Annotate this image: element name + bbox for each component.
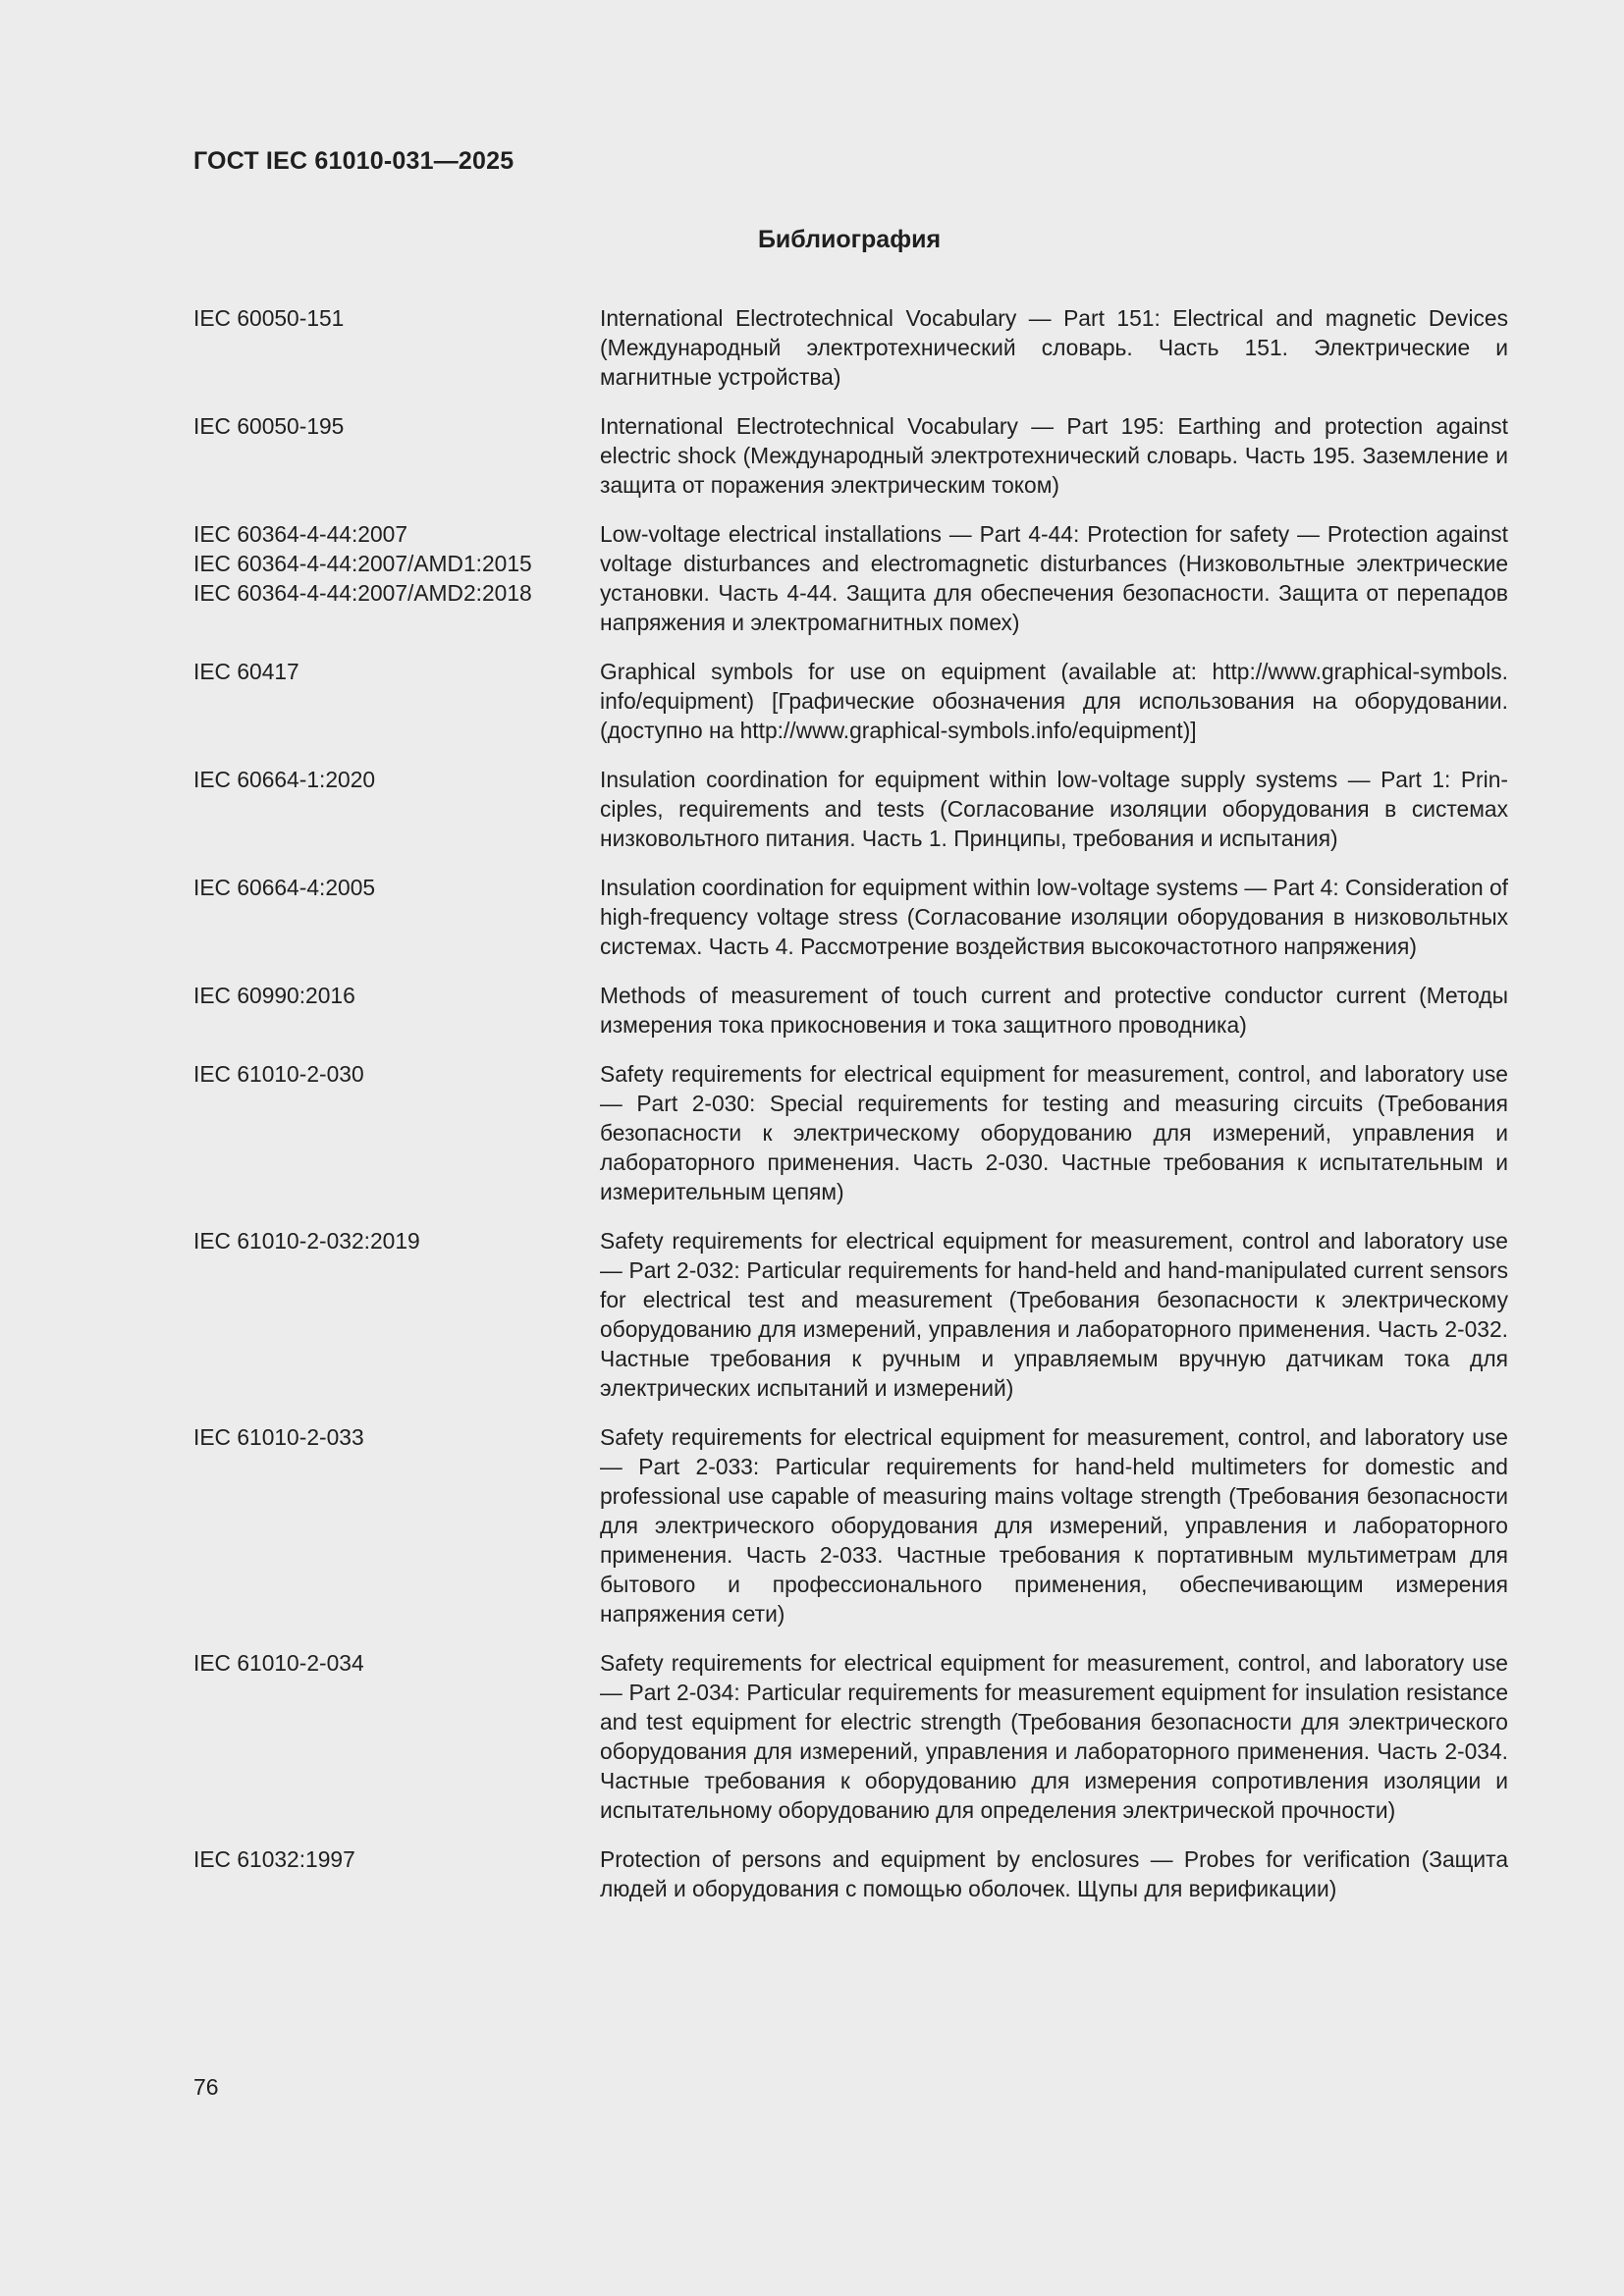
- bibliography-entry: [193, 1226, 1508, 1403]
- entry-reference: [193, 411, 600, 500]
- bibliography-entry: [193, 873, 1508, 961]
- document-header: ГОСТ IEC 61010-031—2025: [193, 147, 514, 175]
- entry-reference: [193, 1648, 600, 1825]
- entry-description: Insulation coordination for equipment within low-voltage systems — Part 4: Consideration of high-frequency voltage stress (Согласование изоляции оборудования в низковольтных системах. Часть 4. Рассмотрение воздействия высокочастотного напряжения): [600, 875, 1509, 959]
- standard-number: IEC 60417: [193, 659, 299, 684]
- bibliography-entry: [193, 765, 1508, 853]
- standard-number: IEC 60364-4-44:2007: [193, 521, 407, 547]
- entry-description: Safety requirements for electrical equipment for measurement, control and laboratory use — Part 2-032: Particular requirements for hand-held and hand-manipulated current sensors for electrical test and measurement (Требования безопасности к электрическому оборудованию для измерений, управления и лабораторного применения. Часть 2-032. Частные требования к ручным и управляемым вручную датчикам тока для электрических испытаний и измерений): [600, 1228, 1508, 1401]
- standard-number: IEC 60050-195: [193, 413, 345, 439]
- standard-number: IEC 61032:1997: [193, 1846, 355, 1872]
- bibliography-entry: [193, 411, 1508, 500]
- entry-description: Methods of measurement of touch current and protective conductor current (Методы измерения тока прикосновения и тока защитного проводника): [600, 983, 1508, 1038]
- standard-number: IEC 61010-2-034: [193, 1650, 364, 1676]
- bibliography-entry: [193, 657, 1508, 745]
- standard-number: IEC 60364-4-44:2007/AMD2:2018: [193, 580, 532, 606]
- bibliography-entry: [193, 1648, 1508, 1825]
- standard-number: IEC 60664-1:2020: [193, 767, 376, 792]
- standard-number: IEC 60664-4:2005: [193, 875, 376, 900]
- bibliography-entry: [193, 1059, 1508, 1206]
- page-number: 76: [193, 2074, 219, 2100]
- entry-reference: [193, 1226, 600, 1403]
- standard-number: IEC 60050-151: [193, 305, 345, 331]
- entry-reference: [193, 519, 600, 637]
- standard-number: IEC 61010-2-033: [193, 1424, 364, 1450]
- bibliography-entry: [193, 1844, 1508, 1903]
- standard-number: IEC 60990:2016: [193, 983, 355, 1008]
- section-title: Библиография: [757, 226, 942, 253]
- entry-description: Protection of persons and equipment by enclosures — Probes for verification (Защита людей и оборудования с помощью оболочек. Щупы для верификации): [600, 1846, 1508, 1901]
- bibliography-list: [193, 303, 1508, 1923]
- entry-reference: [193, 1422, 600, 1629]
- entry-reference: [193, 1059, 600, 1206]
- bibliography-entry: [193, 981, 1508, 1040]
- entry-reference: [193, 303, 600, 392]
- bibliography-entry: [193, 1422, 1508, 1629]
- entry-reference: [193, 657, 600, 745]
- bibliography-entry: [193, 519, 1508, 637]
- entry-description: International Electrotechnical Vocabulary — Part 151: Electrical and magnetic Devices (Международный электротехнический словарь. Часть 151. Электрические и магнитные устройства): [600, 305, 1508, 390]
- entry-reference: [193, 873, 600, 961]
- entry-description: Safety requirements for electrical equipment for measurement, control, and laboratory use — Part 2-033: Particular requirements for hand-held multimeters for domestic and professional use capable of measuring mains voltage strength (Требования безопасности для электрического оборудования для измерений, управления и лабораторного применения. Часть 2-033. Частные требования к портативным мультиметрам для бытового и профессионального применения, обеспечивающим измерения напряжения сети): [600, 1424, 1508, 1627]
- standard-number: IEC 61010-2-032:2019: [193, 1228, 420, 1254]
- entry-reference: [193, 981, 600, 1040]
- entry-description: Low-voltage electrical installations — Part 4-44: Protection for safety — Protection against voltage disturbances and electromagnetic disturbances (Низковольтные электрические установки. Часть 4-44. Защита для обеспечения безопасности. Защита от перепадов напряжения и электромагнитных помех): [600, 521, 1508, 635]
- entry-description: Graphical symbols for use on equipment (available at: http://www.graphical-symbols.​info/equipment) [Графические обозначения для использования на оборудовании. (доступно на http://www.graphical-symbols.info/equipment)]: [600, 659, 1508, 743]
- entry-description: Insulation coordination for equipment within low-voltage supply systems — Part 1: Principles, requirements and tests (Согласование изоляции оборудования в системах низковольтного питания. Часть 1. Принципы, требования и испытания): [600, 767, 1508, 851]
- standard-number: IEC 61010-2-030: [193, 1061, 364, 1087]
- entry-reference: [193, 1844, 600, 1903]
- entry-description: Safety requirements for electrical equipment for measurement, control, and laboratory use — Part 2-034: Particular requirements for measurement equipment for insulation resistance and test equipment for electric strength (Требования безопасности для электрического оборудования для измерений, управления и лабораторного применения. Часть 2-034. Частные требования к оборудованию для измерения сопротивления изоляции и испытательному оборудованию для определения электрической прочности): [600, 1650, 1508, 1823]
- entry-reference: [193, 765, 600, 853]
- bibliography-entry: [193, 303, 1508, 392]
- entry-description: Safety requirements for electrical equipment for measurement, control, and laboratory use — Part 2-030: Special requirements for testing and measuring circuits (Требования безопасности к электрическому оборудованию для измерений, управления и лабораторного применения. Часть 2-030. Частные требования к испытательным и измерительным цепям): [600, 1061, 1508, 1204]
- entry-description: International Electrotechnical Vocabulary — Part 195: Earthing and protection against electric shock (Международный электротехнический словарь. Часть 195. Заземление и защита от поражения электрическим током): [600, 413, 1508, 498]
- standard-number: IEC 60364-4-44:2007/AMD1:2015: [193, 551, 532, 576]
